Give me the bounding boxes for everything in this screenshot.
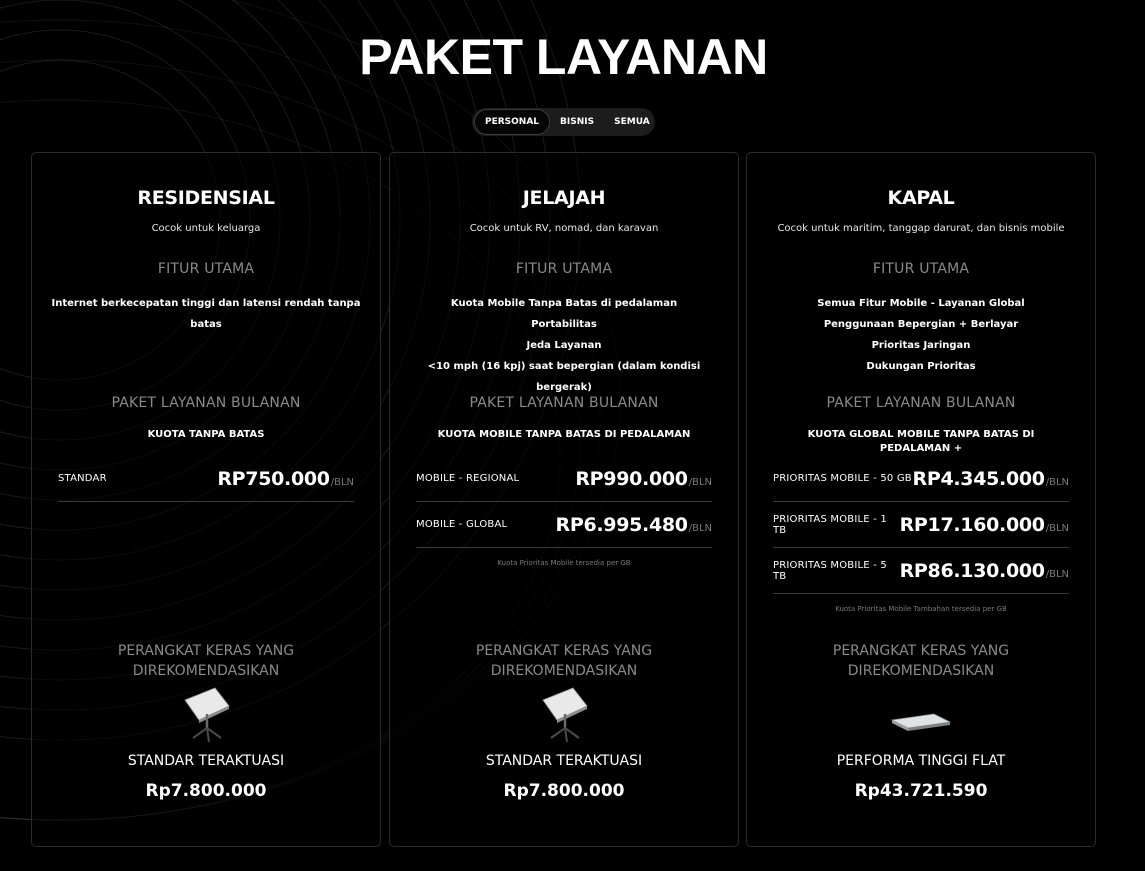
hardware-price: Rp7.800.000 bbox=[503, 781, 625, 801]
plan-card-residensial bbox=[31, 152, 381, 847]
feature-list bbox=[400, 293, 728, 398]
price-row[interactable] bbox=[416, 456, 712, 502]
monthly-plan-label: PAKET LAYANAN BULANAN bbox=[826, 395, 1016, 411]
price-row[interactable] bbox=[773, 548, 1069, 594]
feature-list bbox=[42, 293, 370, 335]
card-title: RESIDENSIAL bbox=[137, 187, 275, 209]
price-row-amount bbox=[217, 468, 354, 490]
dish-flat-icon bbox=[886, 686, 956, 746]
feature-item: Kuota Mobile Tanpa Batas di pedalaman bbox=[450, 298, 678, 309]
feature-item: Portabilitas bbox=[531, 319, 597, 330]
tab-bisnis[interactable]: BISNIS bbox=[560, 117, 595, 127]
hardware-name: PERFORMA TINGGI FLAT bbox=[836, 753, 1006, 769]
plan-card-kapal bbox=[746, 152, 1096, 847]
price-unit: /BLN bbox=[1045, 476, 1069, 488]
card-subtitle: Cocok untuk maritim, tanggap darurat, dan bisnis mobile bbox=[777, 223, 1065, 234]
plan-name: KUOTA GLOBAL MOBILE TANPA BATAS DI PEDALAMAN + bbox=[807, 429, 1035, 454]
price-row-amount bbox=[555, 514, 712, 536]
feature-item: Semua Fitur Mobile - Layanan Global bbox=[817, 298, 1025, 309]
plan-category-tabs bbox=[472, 108, 655, 136]
price-unit: /BLN bbox=[688, 522, 712, 534]
features-label: FITUR UTAMA bbox=[515, 261, 613, 277]
price-row-label: MOBILE - REGIONAL bbox=[416, 473, 520, 484]
plan-note: Kuota Prioritas Mobile tersedia per GB bbox=[497, 559, 631, 567]
plan-card-jelajah bbox=[389, 152, 739, 847]
price-value: RP4.345.000 bbox=[912, 467, 1045, 490]
price-unit: /BLN bbox=[688, 476, 712, 488]
feature-item: Dukungan Prioritas bbox=[866, 361, 976, 372]
price-row-amount bbox=[900, 514, 1069, 536]
tab-semua[interactable]: SEMUA bbox=[614, 117, 650, 127]
plan-note: Kuota Prioritas Mobile Tambahan tersedia per GB bbox=[835, 605, 1007, 613]
price-value: RP750.000 bbox=[217, 467, 330, 490]
price-row[interactable] bbox=[58, 456, 354, 502]
price-row-label: MOBILE - GLOBAL bbox=[416, 519, 508, 530]
plan-name: KUOTA TANPA BATAS bbox=[147, 429, 265, 440]
hardware-label: PERANGKAT KERAS YANG DIREKOMENDASIKAN bbox=[475, 643, 653, 679]
plan-name: KUOTA MOBILE TANPA BATAS DI PEDALAMAN bbox=[437, 429, 691, 440]
price-unit: /BLN bbox=[1045, 522, 1069, 534]
hardware-label: PERANGKAT KERAS YANG DIREKOMENDASIKAN bbox=[117, 643, 295, 679]
page-title: PAKET LAYANAN bbox=[359, 29, 768, 85]
price-unit: /BLN bbox=[1045, 568, 1069, 580]
hardware-name: STANDAR TERAKTUASI bbox=[127, 753, 285, 769]
feature-item: <10 mph (16 kpj) saat bepergian (dalam kondisi bergerak) bbox=[427, 361, 701, 393]
price-row[interactable] bbox=[773, 502, 1069, 548]
feature-item: Penggunaan Bepergian + Berlayar bbox=[823, 319, 1019, 330]
price-value: RP17.160.000 bbox=[899, 513, 1045, 536]
feature-item: Internet berkecepatan tinggi dan latensi rendah tanpa batas bbox=[51, 298, 361, 330]
price-row-amount bbox=[575, 468, 712, 490]
card-title: JELAJAH bbox=[522, 187, 606, 209]
hardware-name: STANDAR TERAKTUASI bbox=[485, 753, 643, 769]
feature-list bbox=[757, 293, 1085, 377]
card-title: KAPAL bbox=[887, 187, 955, 209]
hardware-price: Rp43.721.590 bbox=[854, 781, 988, 801]
hardware-label: PERANGKAT KERAS YANG DIREKOMENDASIKAN bbox=[832, 643, 1010, 679]
hardware-price: Rp7.800.000 bbox=[145, 781, 267, 801]
monthly-plan-label: PAKET LAYANAN BULANAN bbox=[111, 395, 301, 411]
feature-item: Prioritas Jaringan bbox=[871, 340, 971, 351]
price-value: RP990.000 bbox=[575, 467, 688, 490]
features-label: FITUR UTAMA bbox=[157, 261, 255, 277]
price-row-amount bbox=[912, 468, 1069, 490]
price-value: RP6.995.480 bbox=[555, 513, 688, 536]
price-unit: /BLN bbox=[330, 476, 354, 488]
price-row-label: STANDAR bbox=[58, 473, 107, 484]
features-label: FITUR UTAMA bbox=[872, 261, 970, 277]
price-row-label: PRIORITAS MOBILE - 5 TB bbox=[773, 559, 887, 582]
dish-standard-icon bbox=[529, 686, 599, 746]
price-value: RP86.130.000 bbox=[899, 559, 1045, 582]
card-subtitle: Cocok untuk keluarga bbox=[151, 223, 261, 234]
price-row[interactable] bbox=[773, 456, 1069, 502]
monthly-plan-label: PAKET LAYANAN BULANAN bbox=[469, 395, 659, 411]
price-row-label: PRIORITAS MOBILE - 50 GB bbox=[773, 473, 912, 484]
tab-personal[interactable]: PERSONAL bbox=[474, 109, 550, 135]
feature-item: Jeda Layanan bbox=[526, 340, 602, 351]
price-row-label: PRIORITAS MOBILE - 1 TB bbox=[773, 513, 887, 536]
price-row[interactable] bbox=[416, 502, 712, 548]
card-subtitle: Cocok untuk RV, nomad, dan karavan bbox=[469, 223, 659, 234]
dish-standard-icon bbox=[171, 686, 241, 746]
price-row-amount bbox=[900, 560, 1069, 582]
